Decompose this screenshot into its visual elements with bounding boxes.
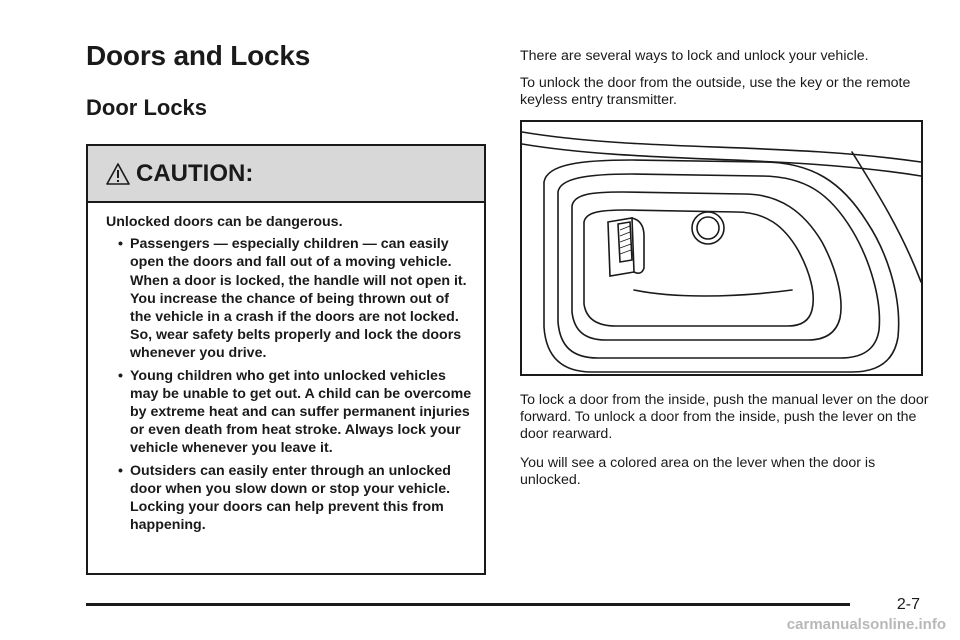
door-handle-illustration: [520, 120, 923, 376]
unlock-outside-paragraph: To unlock the door from the outside, use the key or the remote keyless entry transmitter.: [520, 75, 911, 108]
caution-item-passengers: • Passengers — especially children — can easily open the doors and fall out of a moving vehicle. When a door is locked, the handle will not open it. You increase the chance of being thrown out of the vehicle in a crash if the doors are not locked. So, wear safety belts properly and lock the doors whenever you drive.: [118, 235, 472, 362]
caution-header: [88, 146, 484, 203]
page-title: Doors and Locks: [86, 40, 311, 71]
caution-list: [106, 235, 472, 534]
intro-paragraph: There are several ways to lock and unlock your vehicle.: [520, 48, 869, 64]
watermark: carmanualsonline.info: [786, 616, 946, 633]
door-lock-lever-drawing: [522, 122, 921, 374]
footer-rule: [86, 603, 850, 606]
section-title: Door Locks: [86, 95, 208, 120]
caution-label: CAUTION:: [136, 159, 254, 187]
caution-triangle-icon: [106, 162, 130, 186]
lock-inside-paragraph: To lock a door from the inside, push the manual lever on the door forward. To unlock a door from the inside, push the lever on the door rearward.: [520, 392, 929, 442]
colored-area-paragraph: You will see a colored area on the lever when the door is unlocked.: [520, 455, 876, 488]
caution-intro: Unlocked doors can be dangerous.: [106, 214, 343, 230]
caution-body: [88, 203, 484, 534]
page-number: 2-7: [896, 596, 920, 613]
caution-box: [86, 144, 486, 575]
caution-item-outsiders: • Outsiders can easily enter through an unlocked door when you slow down or stop your vehicle. Locking your doors can help prevent this from happening.: [118, 462, 472, 535]
caution-item-children: • Young children who get into unlocked vehicles may be unable to get out. A child can be overcome by extreme heat and can suffer permanent injuries or even death from heat stroke. Always lock your vehicle whenever you leave it.: [118, 367, 472, 458]
